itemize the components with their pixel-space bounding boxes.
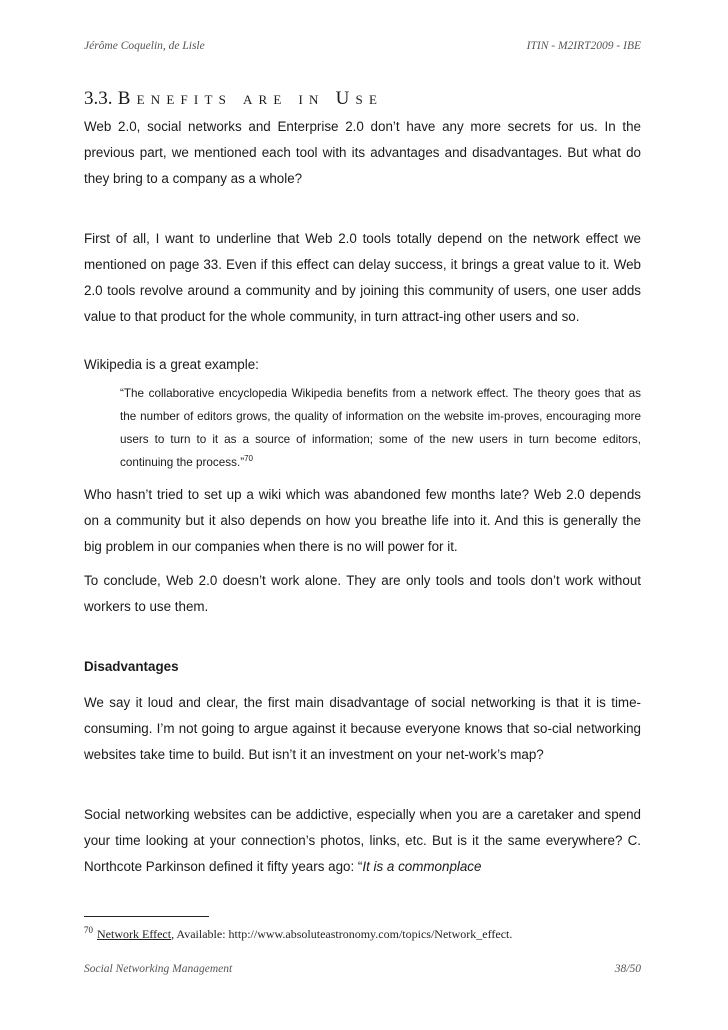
- section-heading: [84, 88, 383, 110]
- block-quote: [120, 382, 641, 474]
- paragraph-network-effect: First of all, I want to underline that Web 2.0 tools totally depend on the network effect we mentioned on page 33. Even if this effect can delay success, it brings a great value to it. Web 2.0 tools revolve around a community and by joining this community of users, one user adds value to that product for the whole community, in turn attract-ing other users and so.: [84, 231, 641, 324]
- page-footer: [84, 963, 641, 981]
- footer-page-number: 38/50: [614, 963, 641, 975]
- header-course: ITIN - M2IRT2009 - IBE: [526, 40, 641, 52]
- section-number: 3.3.: [84, 88, 113, 109]
- footnote-text: , Available: http://www.absoluteastronomy.com/topics/Network_effect.: [171, 927, 513, 941]
- paragraph-addictive: [84, 802, 641, 880]
- paragraph-time-consuming: We say it loud and clear, the first main disadvantage of social networking is that it is time-consuming. I’m not going to argue against it because everyone knows that so-cial networking websites take time to build. But isn’t it an investment on your net-work’s map?: [84, 695, 641, 762]
- paragraph-addictive-quote: It is a commonplace: [362, 859, 482, 874]
- subheading-disadvantages: Disadvantages: [84, 659, 179, 674]
- footnote-link[interactable]: Network Effect: [97, 927, 172, 941]
- footnote-number: 70: [84, 925, 93, 935]
- page-header: [84, 40, 641, 58]
- footer-title: Social Networking Management: [84, 963, 233, 975]
- paragraph-wikipedia-intro: Wikipedia is a great example:: [84, 357, 259, 372]
- paragraph-addictive-text: Social networking websites can be addictive, especially when you are a caretaker and spend your time looking at your connection’s photos, links, etc. But is it the same everywhere? C. Northcote Parkinson defined it fifty years ago: “: [84, 807, 641, 874]
- footnote: [84, 927, 512, 942]
- footnote-divider: [84, 916, 209, 917]
- quote-text: “The collaborative encyclopedia Wikipedia benefits from a network effect. The theory goes that as the number of editors grows, the quality of information on the website im-proves, encouraging more users to turn to it as a source of information; some of the new users in turn become editors, continuing the process.”: [120, 387, 641, 469]
- header-author: Jérôme Coquelin, de Lisle: [84, 40, 205, 52]
- section-title: Benefits are in Use: [117, 88, 384, 109]
- paragraph-wiki: Who hasn’t tried to set up a wiki which was abandoned few months late? Web 2.0 depends on a community but it also depends on how you breathe life into it. And this is generally the big problem in our companies when there is no will power for it.: [84, 487, 641, 554]
- paragraph-intro: Web 2.0, social networks and Enterprise 2.0 don’t have any more secrets for us. In the previous part, we mentioned each tool with its advantages and disadvantages. But what do they bring to a company as a whole?: [84, 119, 641, 186]
- quote-footnote-ref[interactable]: 70: [244, 454, 253, 464]
- paragraph-conclusion: To conclude, Web 2.0 doesn’t work alone. They are only tools and tools don’t work without workers to use them.: [84, 573, 641, 614]
